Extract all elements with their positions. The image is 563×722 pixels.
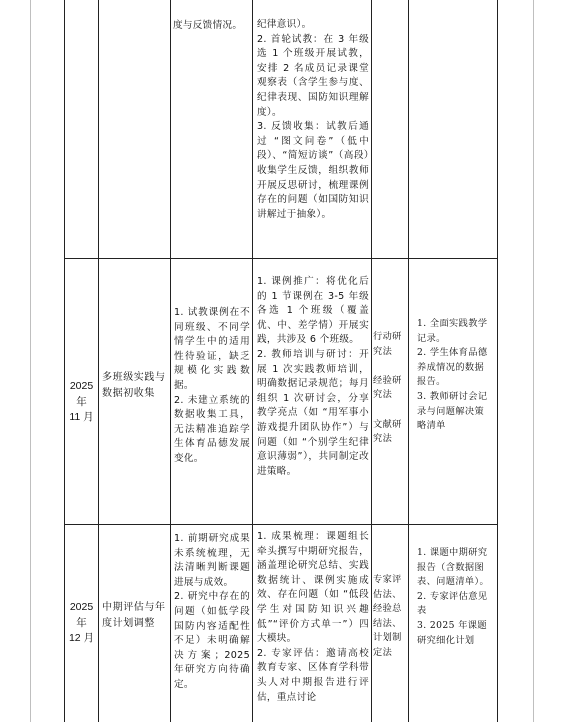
problems-cell: 1. 前期研究成果未系统梳理，无法清晰判断课题进展与成效。 2. 研究中存在的问题（如低学段国防内容适配性不足）未明确解决方案；2025 年研究方向待确定。 — [174, 533, 250, 690]
measures-cell: 1. 课例推广：将优化后的 1 节课例在 3-5 年级各选 1 个班级（覆盖优、中、差学情）开展实践，共涉及 6 个班级。 2. 教师培训与研讨：开展 1 次实践教师培训，明确数据记录规范；每月组织 1 次研讨会，分享教学亮点（如 “用军事小游戏提升团队协作”）与问题（如 “个别学生纪律意识薄弱”），共同制定改进策略。 — [257, 276, 369, 477]
methods-cell: 行动研究法 经验研究法 文献研究法 — [373, 331, 402, 445]
column-divider — [371, 0, 372, 722]
page-margin-line — [533, 0, 534, 722]
column-divider — [98, 0, 99, 722]
row-divider — [64, 258, 498, 259]
theme-cell: 中期评估与年度计划调整 — [102, 602, 166, 629]
column-divider — [170, 0, 171, 722]
measures-cell: 1. 成果梳理：课题组长牵头撰写中期研究报告，涵盖理论研究总结、实践数据统计、课例实施成效、存在问题（如 “低段学生对国防知识兴趣低”“评价方式单一”）四大模块。 2. 专家评估：邀请高校教育专家、区体育学科带头人对中期报告进行评估，重点讨论 — [257, 531, 369, 703]
column-divider — [252, 0, 253, 722]
measures-cell: 纪律意识）。 2. 首轮试教：在 3 年级选 1 个班级开展试教，安排 2 名成员记录课堂观察表（含学生参与度、纪律表现、国防知识理解度）。 3. 反馈收集：试教后通过 “图文问卷”（低中段）、“简短访谈”（高段）收集学生反馈，组织教师开展反思研讨，梳理课例存在的问题（如国防知识讲解过于抽象）。 — [257, 19, 369, 220]
outcomes-cell: 1. 全面实践教学记录。 2. 学生体育品德养成情况的数据报告。 3. 教师研讨会记录与问题解决策略清单 — [417, 318, 488, 432]
row-divider — [64, 524, 498, 525]
methods-cell: 专家评估法、经验总结法、计划制定法 — [373, 574, 402, 658]
date-cell: 2025 年 12 月 — [68, 601, 95, 644]
column-divider — [408, 0, 409, 722]
problems-cell: 1. 试教课例在不同班级、不同学情学生中的适用性待验证，缺乏规模化实践数据。 2. 未建立系统的数据收集工具，无法精准追踪学生体育品德发展变化。 — [174, 307, 250, 464]
date-cell: 2025 年 11 月 — [69, 380, 94, 423]
theme-cell: 多班级实践与数据初收集 — [102, 372, 166, 399]
page-margin-line — [30, 0, 31, 722]
problems-cell: 度与反馈情况。 — [173, 20, 243, 31]
table-border-right — [497, 0, 498, 722]
outcomes-cell: 1. 课题中期研究报告（含数据图表、问题清单）。 2. 专家评估意见表 3. 2025 年课题研究细化计划 — [417, 547, 490, 646]
